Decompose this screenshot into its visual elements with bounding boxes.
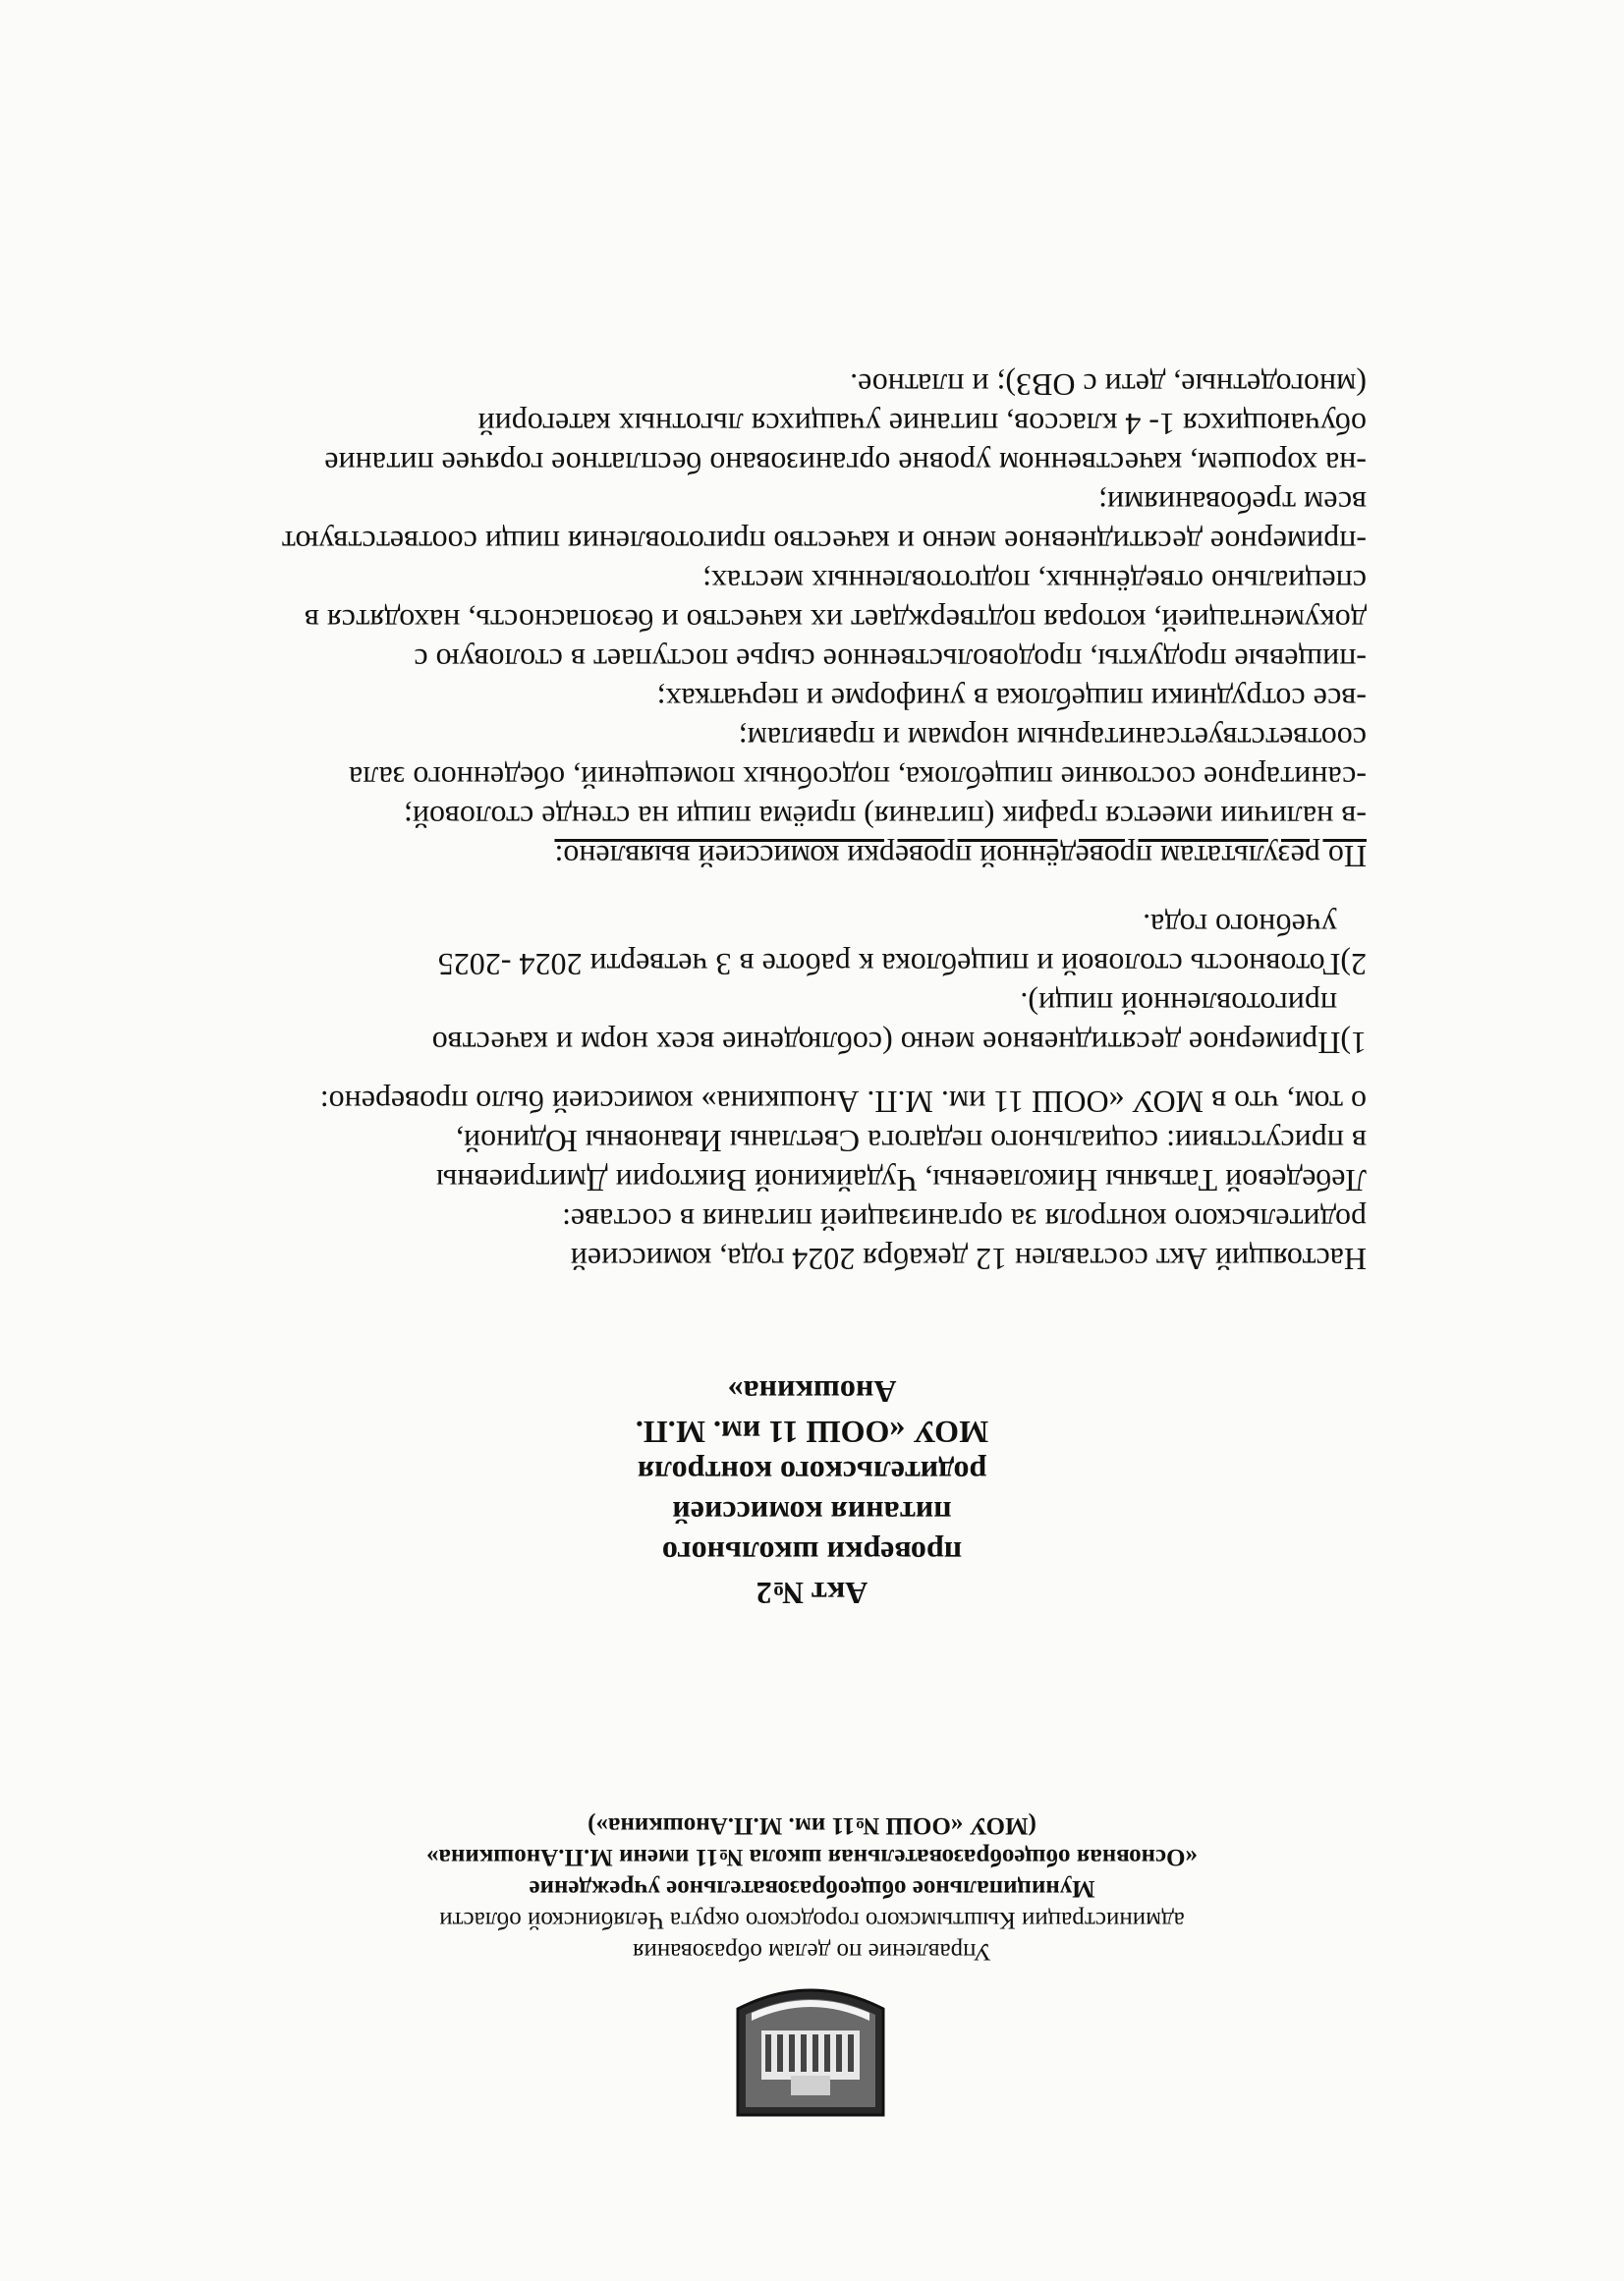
intro-line-4: в присутствии: социального педагога Светланы Ивановны Юдиной, (455, 1124, 1367, 1159)
school-crest-icon (734, 1972, 887, 2119)
header-line-4: «Основная общеобразовательная школа №11 имени М.П.Аношкина» (425, 1844, 1199, 1870)
header-line-5: (МОУ «ООШ №11 им. М.П.Аношкина») (588, 1812, 1036, 1839)
intro-line-3: Лебедевой Татьяны Николаевны, Чудайкиной Виктории Дмитриевны (435, 1163, 1367, 1198)
result-4-line-1: -пищевые продукты, продовольственное сырье поступает в столовую с (414, 642, 1367, 678)
result-3: -все сотрудники пищеблока в униформе и перчатках; (656, 682, 1367, 717)
result-6-line-2: обучающихся 1- 4 классов, питание учащихся льготных категорий (477, 407, 1367, 442)
result-2-line-1: -санитарное состояние пищеблока, подсобных помещений, обеденного зала (349, 760, 1367, 796)
header-line-3: Муниципальное общеобразовательное учреждение (529, 1875, 1095, 1902)
title-line-1: Акт №2 (756, 1576, 868, 1611)
result-4-line-2: документацией, которая подтверждает их качество и безопасность, находятся в (304, 603, 1367, 639)
intro-line-2: родительского контроля за организацией питания в составе: (562, 1202, 1367, 1238)
check-item-1-line-2: приготовленной пищи). (1020, 986, 1337, 1022)
result-5-line-1: -примерное десятидневное меню и качество приготовления пищи соответствуют (281, 525, 1367, 560)
header-line-1: Управление по делам образования (632, 1938, 992, 1965)
result-2-line-2: соответствуетсанитарным нормам и правилам; (738, 721, 1367, 756)
title-line-5: МОУ «ООШ 11 им. М.П. (635, 1415, 989, 1450)
check-item-2-line-2: учебного года. (1143, 908, 1337, 943)
result-6-line-1: -на хорошем, качественном уровне организовано бесплатное горячее питание (324, 446, 1367, 481)
title-line-4: родительского контроля (637, 1455, 987, 1490)
result-1: -в наличии имеется график (питания) приёма пищи на стенде столовой; (404, 800, 1367, 835)
act-title (0, 1371, 1624, 1613)
check-item-2-line-1: 2)Готовность столовой и пищеблока к работе в 3 четверти 2024 -2025 (437, 947, 1367, 982)
check-item-1-line-1: 1)Примерное десятидневное меню (соблюдение всех норм и качество (431, 1026, 1367, 1061)
title-line-2: проверки школьного (661, 1535, 963, 1571)
result-5-line-2: всем требованиями; (1098, 485, 1367, 521)
intro-line-1: Настоящий Акт составлен 12 декабря 2024 года, комиссией (570, 1242, 1367, 1277)
act-body (104, 365, 1367, 1279)
intro-line-5: о том, что в МОУ «ООШ 11 им. М.П. Аношкина» комиссией было проверено: (319, 1085, 1367, 1120)
results-heading: По результатам проведённой проверки комиссией выявлено: (554, 839, 1367, 874)
title-line-6: Аношкина» (727, 1374, 897, 1410)
result-6-line-3: (многодетные, дети с ОВЗ); и платное. (850, 367, 1367, 403)
header-line-2: администрации Кыштымского городского округа Челябинской области (439, 1907, 1185, 1933)
title-line-3: питания комиссией (672, 1495, 952, 1530)
result-4-line-3: специально отведённых, подготовленных местах; (702, 564, 1367, 599)
